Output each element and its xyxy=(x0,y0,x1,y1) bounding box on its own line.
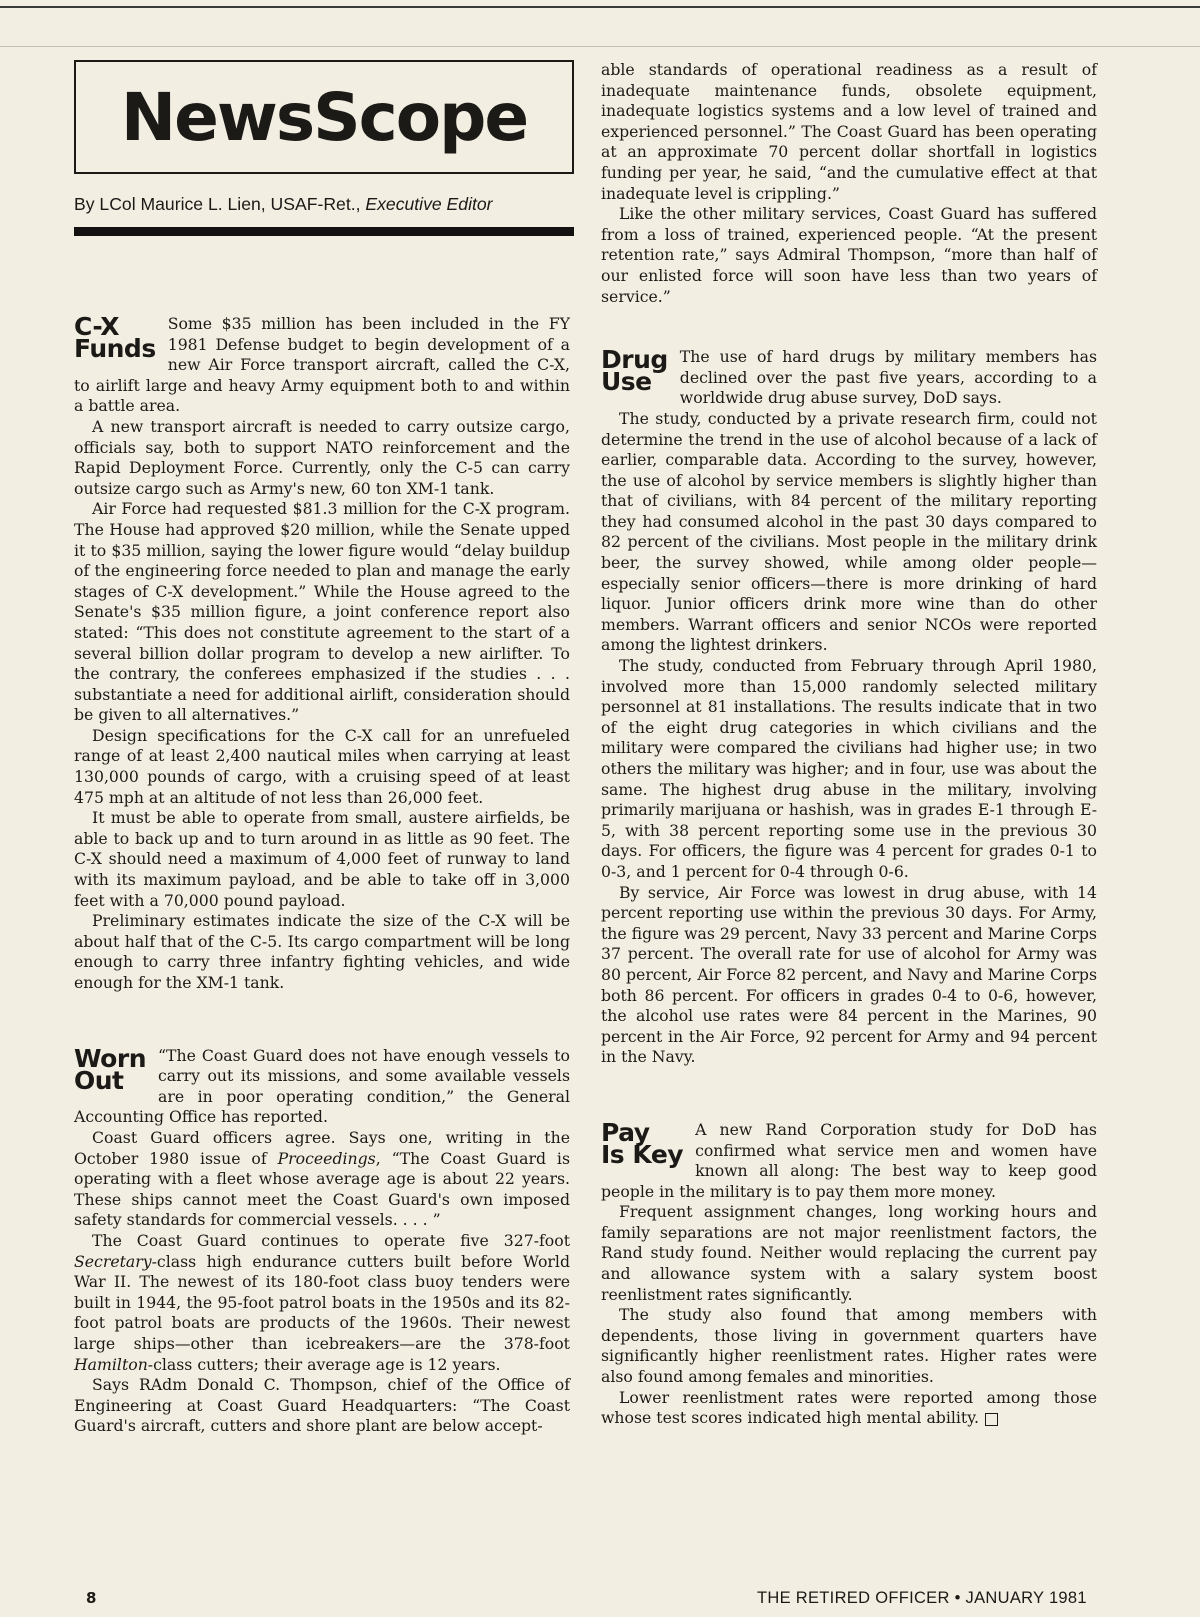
paragraph: “The Coast Guard does not have enough vessels to carry out its missions, and some available vessels are in poor operating condition,” the General Accounting Office has reported. xyxy=(74,1045,570,1127)
paragraph: Design specifications for the C-X call for an unrefueled range of at least 2,400 nautical miles when carrying at least 130,000 pounds of cargo, with a cruising speed of at least 475 mph at an altitude of not less than 26,000 feet. xyxy=(74,725,570,807)
paragraph: It must be able to operate from small, austere airfields, be able to back up and to turn around in as little as 90 feet. The C-X should need a maximum of 4,000 feet of runway to land with its maximum payload, and be able to take off in 3,000 feet with a 70,000 pound payload. xyxy=(74,808,570,910)
kicker-line: Use xyxy=(601,367,652,397)
paragraph: The study, conducted from February through April 1980, involved more than 15,000 randomly selected military personnel at 81 installations. The results indicate that in two of the eight drug categories in which civilians and the military were compared the civilians had higher use; in two others the military was higher; and in four, use was about the same. The highest drug abuse in the military, involving primarily marijuana or hashish, was in grades E-1 through E-5, with 38 percent reporting some use in the previous 30 days. For officers, the figure was 4 percent for grades 0-1 to 0-3, and 1 percent for 0-4 through 0-6. xyxy=(601,656,1097,881)
page-number: 8 xyxy=(86,1589,97,1607)
article-pay-is-key xyxy=(601,1117,1097,1429)
kicker-line: C-X xyxy=(74,312,120,341)
paragraph: Coast Guard officers agree. Says one, writing in the October 1980 issue of Proceedings, “The Coast Guard is operating with a fleet whose average age is about 22 years. These ships cannot meet the Coast Guard's own imposed safety standards for commercial vessels. . . . ” xyxy=(74,1127,570,1230)
top-rule xyxy=(0,6,1200,8)
paragraph: Like the other military services, Coast Guard has suffered from a loss of trained, experienced people. “At the present retention rate,” says Admiral Thompson, “more than half of our enlisted force will soon have less than two years of service.” xyxy=(601,204,1097,306)
end-mark-icon xyxy=(985,1413,998,1426)
left-column xyxy=(74,60,570,1437)
right-column xyxy=(601,60,1097,1429)
paragraph: Some $35 million has been included in the FY 1981 Defense budget to begin development of a new Air Force transport aircraft, called the C-X, to airlift large and heavy Army equipment both to and within a battle area. xyxy=(74,314,570,416)
kicker-line: Is Key xyxy=(601,1139,684,1169)
paragraph-continued: able standards of operational readiness as a result of inadequate maintenance funds, obsolete equipment, inadequate logistics systems and a low level of trained and experienced personnel.” The Coast Guard has been operating at an approximate 70 percent dollar shortfall in logistics funding per year, he said, “and the cumulative effect at that inadequate level is crippling.” xyxy=(601,60,1097,203)
kicker-line: Drug xyxy=(601,345,668,375)
paragraph: By service, Air Force was lowest in drug abuse, with 14 percent reporting use within the previous 30 days. For Army, the figure was 29 percent, Navy 33 percent and Marine Corps 37 percent. The overall rate for use of alcohol for Army was 80 percent, Air Force 82 percent, and Navy and Marine Corps both 86 percent. For officers in grades 0-4 to 0-6, however, the alcohol use rates were 84 percent in the Marines, 90 percent in the Air Force, 92 percent for Army and 94 percent in the Navy. xyxy=(601,882,1097,1067)
top-rule-thin xyxy=(0,46,1200,47)
paragraph: The use of hard drugs by military members has declined over the past five years, according to a worldwide drug abuse survey, DoD says. xyxy=(679,347,1097,408)
article-cx-funds xyxy=(74,314,570,994)
masthead-rule xyxy=(74,227,574,236)
paragraph: The study, conducted by a private research firm, could not determine the trend in the use of alcohol because of a lack of earlier, comparable data. According to the survey, however, the use of alcohol by service members is slightly higher than that of civilians, with 84 percent of the military reporting they had consumed alcohol in the past 30 days compared to 82 percent of the civilians. Most people in the military drink beer, the survey showed, while among older people—especially senior officers—there is more drinking of hard liquor. Junior officers drink more wine than do other members. Warrant officers and senior NCOs were reported among the lightest drinkers. xyxy=(601,408,1097,655)
kicker-line: Funds xyxy=(74,334,156,363)
kicker-pay-is-key xyxy=(601,1117,684,1169)
kicker-drug-use xyxy=(601,345,668,397)
paragraph: A new transport aircraft is needed to carry outsize cargo, officials say, both to support NATO reinforcement and the Rapid Deployment Force. Currently, only the C-5 can carry outsize cargo such as Army's new, 60 ton XM-1 tank. xyxy=(74,416,570,498)
paragraph: Frequent assignment changes, long working hours and family separations are not major reenlistment factors, the Rand study found. Neither would replacing the current pay and allowance system with a salary system boost reenlistment rates significantly. xyxy=(601,1202,1097,1304)
paragraph: Says RAdm Donald C. Thompson, chief of the Office of Engineering at Coast Guard Headquarters: “The Coast Guard's aircraft, cutters and shore plant are below accept- xyxy=(74,1375,570,1436)
paragraph: A new Rand Corporation study for DoD has confirmed what service men and women have known all along: The best way to keep good people in the military is to pay them more money. xyxy=(601,1119,1097,1201)
masthead-title: NewsScope xyxy=(120,78,528,156)
kicker-cx-funds xyxy=(74,312,156,363)
masthead xyxy=(74,60,574,174)
paragraph: The study also found that among members with dependents, those living in government quarters have significantly higher reenlistment rates. Higher rates were also found among females and minorities. xyxy=(601,1305,1097,1387)
byline-author: By LCol Maurice L. Lien, USAF-Ret., xyxy=(74,194,361,214)
kicker-line: Out xyxy=(74,1065,124,1095)
paragraph: Lower reenlistment rates were reported among those whose test scores indicated high mental ability. xyxy=(601,1387,1097,1428)
byline-role: Executive Editor xyxy=(365,194,493,214)
paragraph: Preliminary estimates indicate the size of the C-X will be about half that of the C-5. Its cargo compartment will be long enough to carry three infantry fighting vehicles, and wide enough for the XM-1 tank. xyxy=(74,911,570,992)
kicker-line: Worn xyxy=(74,1043,146,1073)
paragraph: The Coast Guard continues to operate five 327-foot Secretary-class high endurance cutters built before World War II. The newest of its 180-foot class buoy tenders were built in 1944, the 95-foot patrol boats in the 1950s and its 82-foot patrol boats are products of the 1960s. Their newest large ships—other than icebreakers—are the 378-foot Hamilton-class cutters; their average age is 12 years. xyxy=(74,1230,570,1374)
publication-footer: THE RETIRED OFFICER • JANUARY 1981 xyxy=(757,1589,1087,1607)
kicker-line: Pay xyxy=(601,1117,650,1147)
article-worn-out xyxy=(74,1043,570,1437)
paragraph: Air Force had requested $81.3 million for the C-X program. The House had approved $20 million, while the Senate upped it to $35 million, saying the lower figure would “delay buildup of the engineering force needed to plan and manage the early stages of C-X development.” While the House agreed to the Senate's $35 million figure, a joint conference report also stated: “This does not constitute agreement to the start of a several billion dollar program to develop a new airlifter. To the contrary, the conferees emphasized if the studies . . . substantiate a need for additional airlift, consideration should be given to all alternatives.” xyxy=(74,499,570,725)
byline xyxy=(74,194,570,215)
article-drug-use xyxy=(601,347,1097,1068)
kicker-worn-out xyxy=(74,1043,146,1095)
